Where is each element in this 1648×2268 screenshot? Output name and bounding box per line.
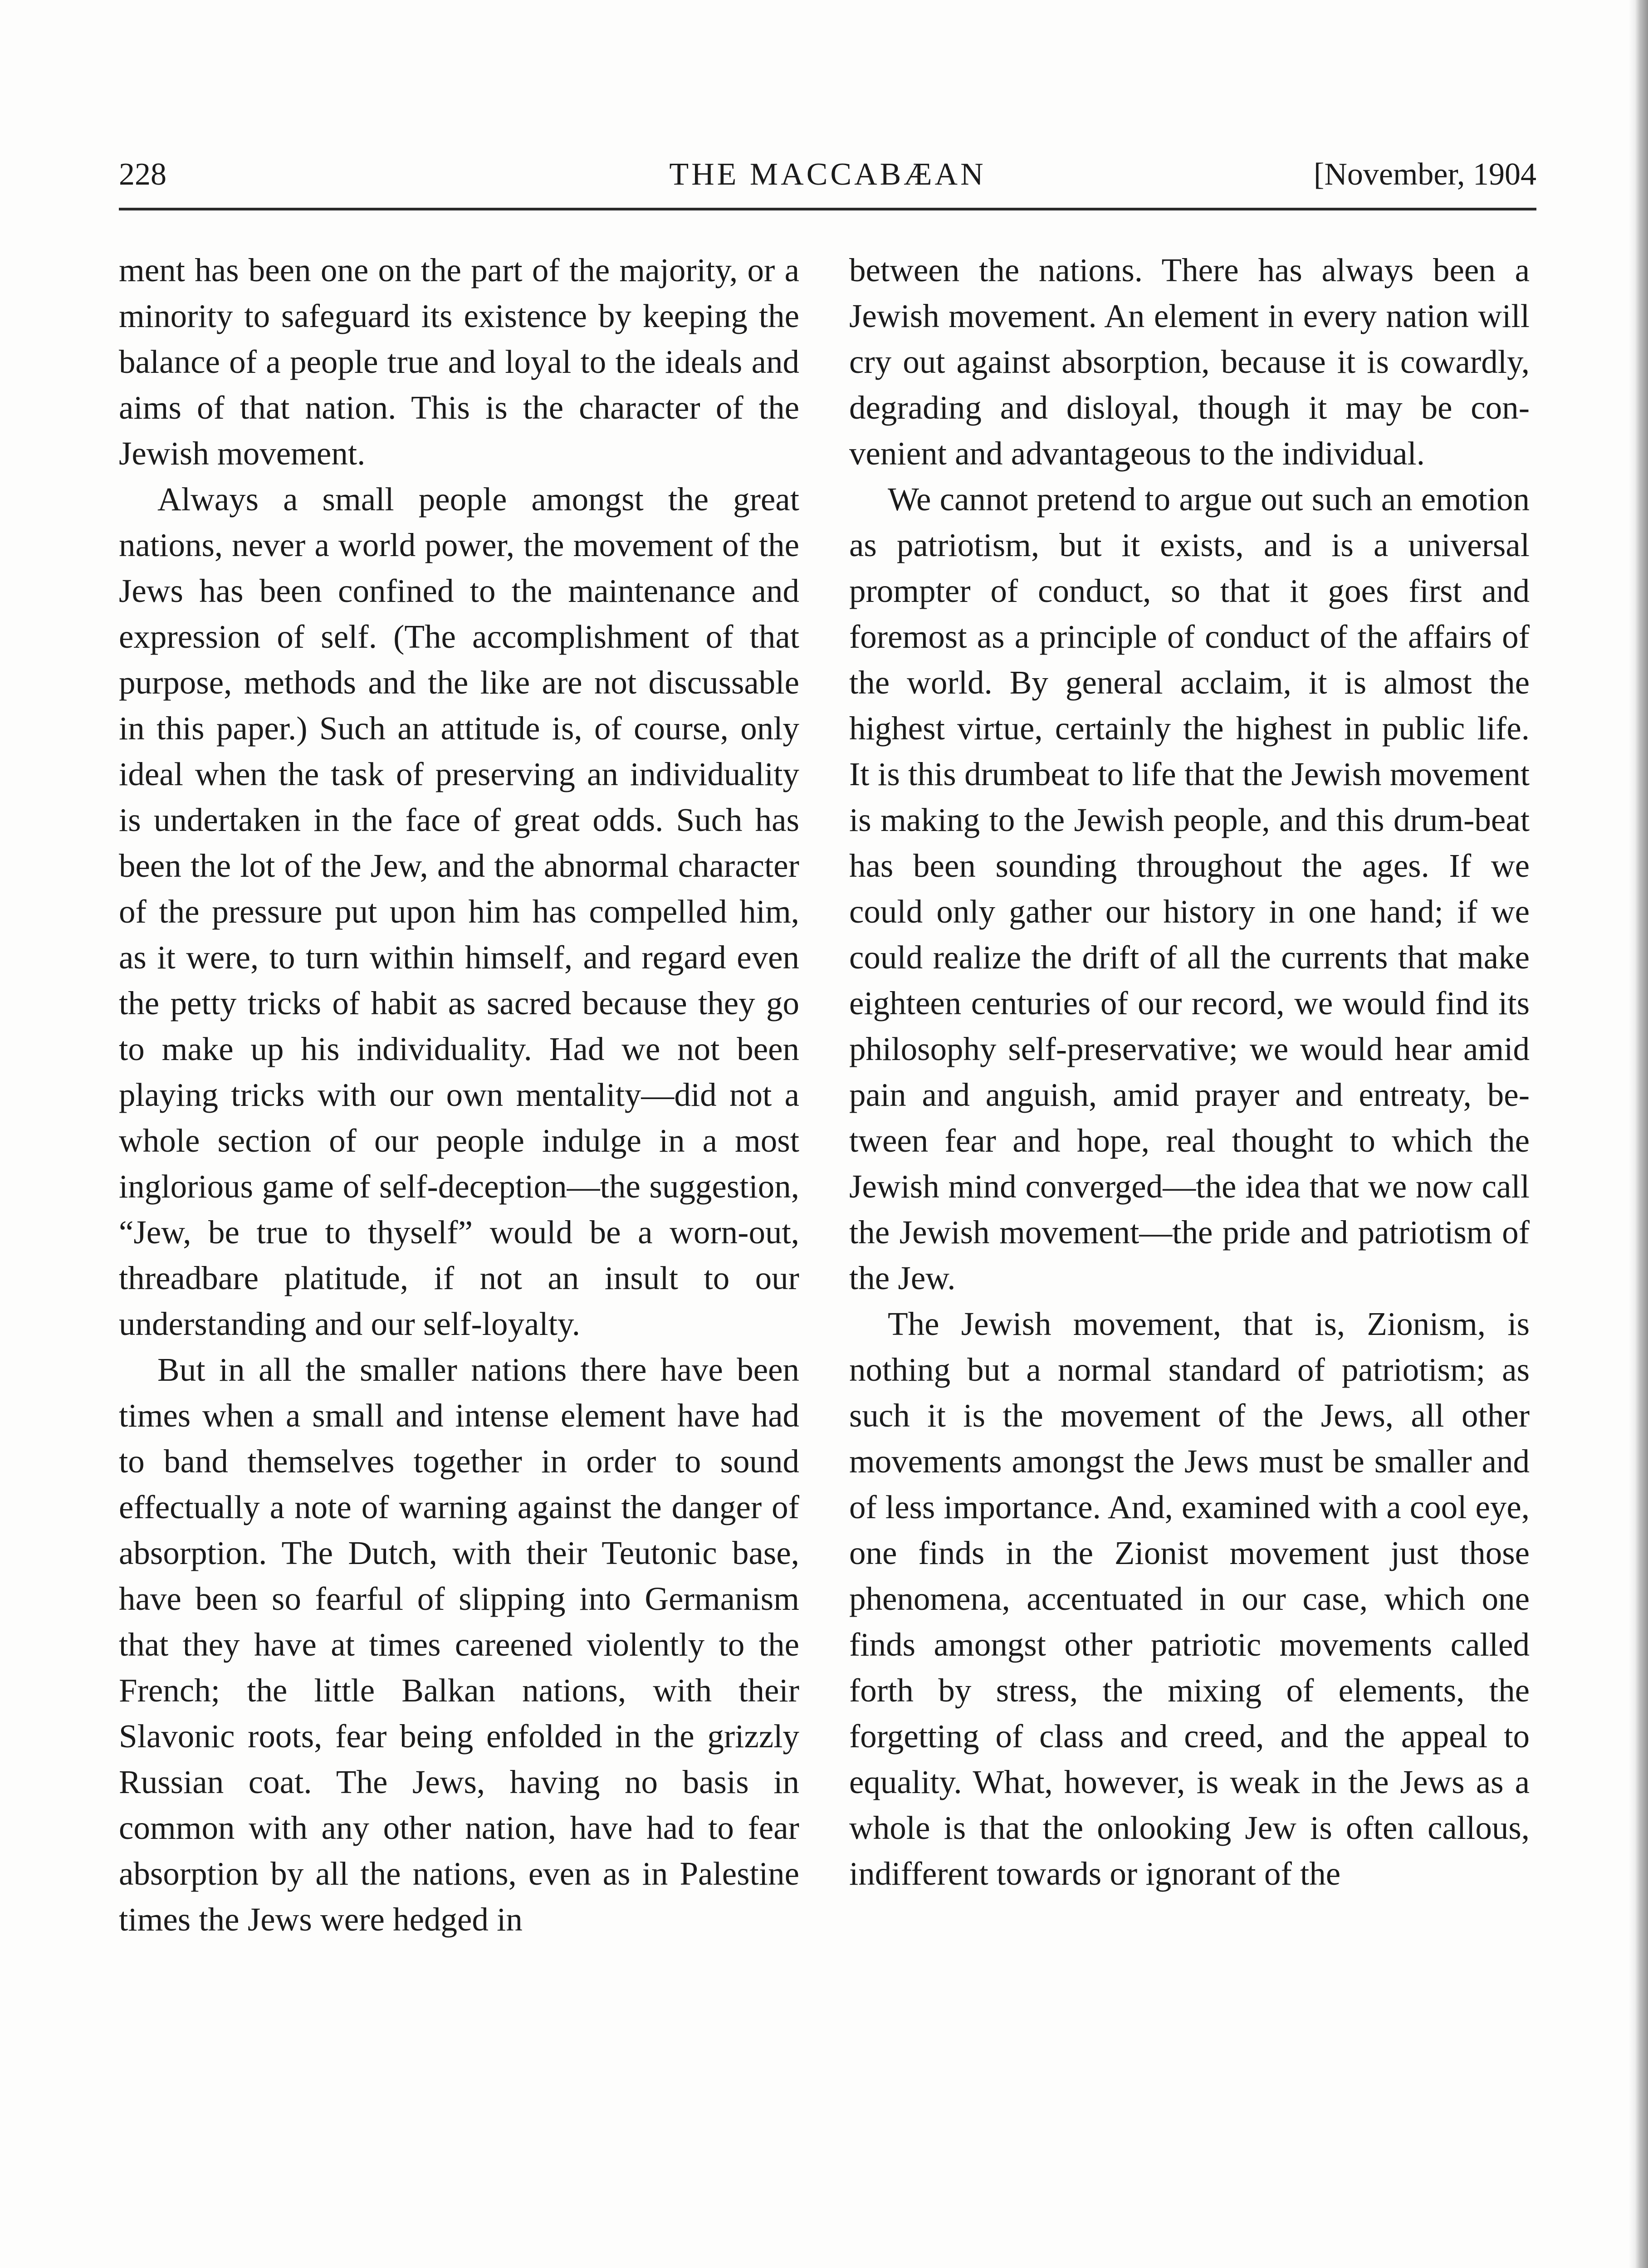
left-column [119,247,799,1942]
right-column [849,247,1530,1897]
issue-date: [November, 1904 [1314,157,1536,192]
page-number: 228 [119,157,166,192]
paragraph: We cannot pretend to argue out such an emotion as patriotism, but it exists, and is a universal prompter of conduct, so that it goes first and foremost as a principle of conduct of the affairs of the world. By general acclaim, it is almost the highest virtue, certainly the highest in public life. It is this drumbeat to life that the Jewish movement is making to the Jewish people, and this drum-beat has been sounding throughout the ages. If we could only gather our history in one hand; if we could realize the drift of all the currents that make eighteen centuries of our record, we would find its philosophy self-preservative; we would hear amid pain and anguish, amid prayer and entreaty, between fear and hope, real thought to which the Jewish mind converged—the idea that we now call the Jewish movement—the pride and patriotism of the Jew. [849,481,1530,1296]
scan-edge-shadow [1628,0,1648,2268]
paragraph: Always a small people amongst the great nations, never a world power, the movement of the Jews has been confined to the maintenance and expression of self. (The accomplishment of that purpose, methods and the like are not discussable in this paper.) Such an attitude is, of course, only ideal when the task of preserving an individuality is undertaken in the face of great odds. Such has been the lot of the Jew, and the abnormal character of the pressure put upon him has compelled him, as it were, to turn within himself, and regard even the petty tricks of habit as sacred because they go to make up his individuality. Had we not been playing tricks with our own mentality—did not a whole section of our people indulge in a most inglorious game of self-deception—the suggestion, “Jew, be true to thyself” would be a worn-out, threadbare platitude, if not an insult to our understanding and our self-loyalty. [119,481,799,1342]
header-rule [119,208,1536,210]
journal-title: THE MACCABÆAN [669,157,986,192]
running-header [119,147,1536,197]
paragraph: between the nations. There has always been a Jewish movement. An element in every nation will cry out against absorption, because it is cowardly, degrading and disloyal, though it may be convenient and advantageous to the individual. [849,252,1530,472]
paragraph: But in all the smaller nations there have been times when a small and intense element have had to band themselves together in order to sound effectually a note of warning against the danger of absorption. The Dutch, with their Teutonic base, have been so fearful of slipping into Germanism that they have at times careened violently to the French; the little Balkan nations, with their Slavonic roots, fear being enfolded in the grizzly Russian coat. The Jews, having no basis in common with any other nation, have had to fear absorption by all the nations, even as in Palestine times the Jews were hedged in [119,1351,799,1938]
paragraph: ment has been one on the part of the majority, or a minority to safeguard its existence by keeping the balance of a people true and loyal to the ideals and aims of that nation. This is the character of the Jewish movement. [119,252,799,472]
paragraph: The Jewish movement, that is, Zionism, is nothing but a normal standard of patriotism; as such it is the movement of the Jews, all other movements amongst the Jews must be smaller and of less importance. And, examined with a cool eye, one finds in the Zionist movement just those phenomena, accentuated in our case, which one finds amongst other patriotic movements called forth by stress, the mixing of elements, the forgetting of class and creed, and the appeal to equality. What, however, is weak in the Jews as a whole is that the onlooking Jew is often callous, indifferent towards or ignorant of the [849,1305,1530,1892]
